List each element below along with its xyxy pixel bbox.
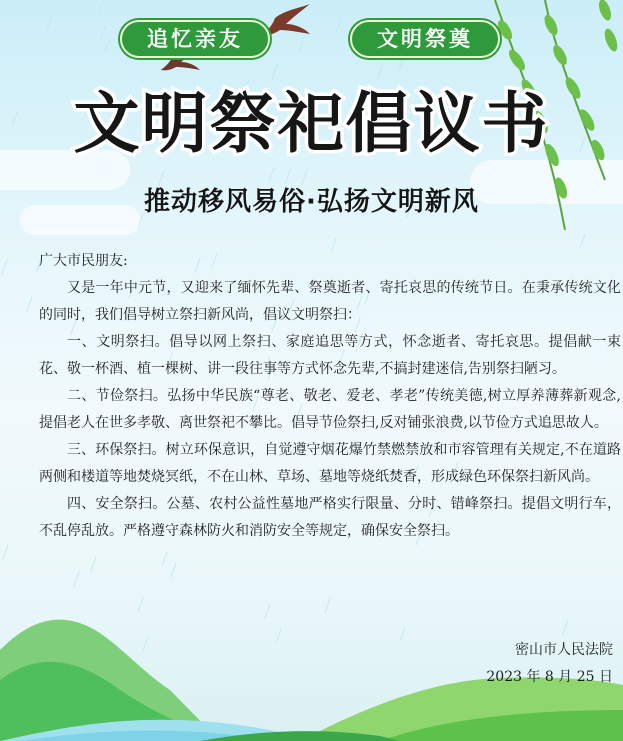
rain-streak [2, 544, 8, 559]
rain-streak [26, 296, 32, 311]
tag-remember-loved-ones: 追忆亲友 [120, 20, 270, 58]
intro-paragraph: 又是一年中元节，又迎来了缅怀先辈、祭奠逝者、寄托哀思的传统节日。在秉承传统文化的同时，我们倡导树立祭扫新风尚，倡议文明祭扫： [39, 280, 621, 323]
item-safe-sweeping: 四、安全祭扫。公墓、农村公益性墓地严格实行限量、分时、错峰祭扫。提倡文明行车，不乱停乱放。严格遵守森林防火和消防安全等规定，确保安全祭扫。 [39, 496, 621, 539]
tag-civilized-memorial: 文明祭奠 [350, 20, 500, 58]
item-eco-sweeping: 三、环保祭扫。树立环保意识，自觉遵守烟花爆竹禁燃禁放和市容管理有关规定,不在道路两侧和楼道等地焚烧冥纸，不在山林、草场、墓地等烧纸焚香，形成绿色环保祭扫新风尚。 [39, 442, 621, 485]
proposal-body [39, 248, 621, 545]
rain-streak [97, 0, 103, 15]
item-civilized-sweeping: 一、文明祭扫。倡导以网上祭扫、家庭追思等方式，怀念逝者、寄托哀思。提倡献一束花、敬一杯酒、植一棵树、讲一段往事等方式怀念先辈,不搞封建迷信,告别祭扫陋习。 [39, 334, 621, 377]
rain-streak [335, 17, 341, 32]
item-frugal-sweeping: 二、节俭祭扫。弘扬中华民族“尊老、敬老、爱老、孝老”传统美德,树立厚养薄葬新观念,提倡老人在世多孝敬、离世祭祀不攀比。倡导节俭祭扫,反对铺张浪费,以节俭方式追思故人。 [39, 388, 621, 431]
page-subtitle: 推动移风易俗·弘扬文明新风 [144, 187, 479, 217]
rain-streak [46, 15, 52, 30]
issuer-name: 密山市人民法院 [515, 642, 613, 658]
issue-date: 2023 年 8 月 25 日 [486, 669, 613, 685]
salutation: 广大市民朋友: [39, 253, 128, 269]
rain-streak [104, 36, 110, 51]
rain-streak [1, 259, 7, 274]
signature-block [413, 637, 613, 691]
rain-streak [579, 233, 585, 248]
rain-streak [99, 26, 105, 41]
page-title: 文明祭祀倡议书 [73, 84, 550, 162]
